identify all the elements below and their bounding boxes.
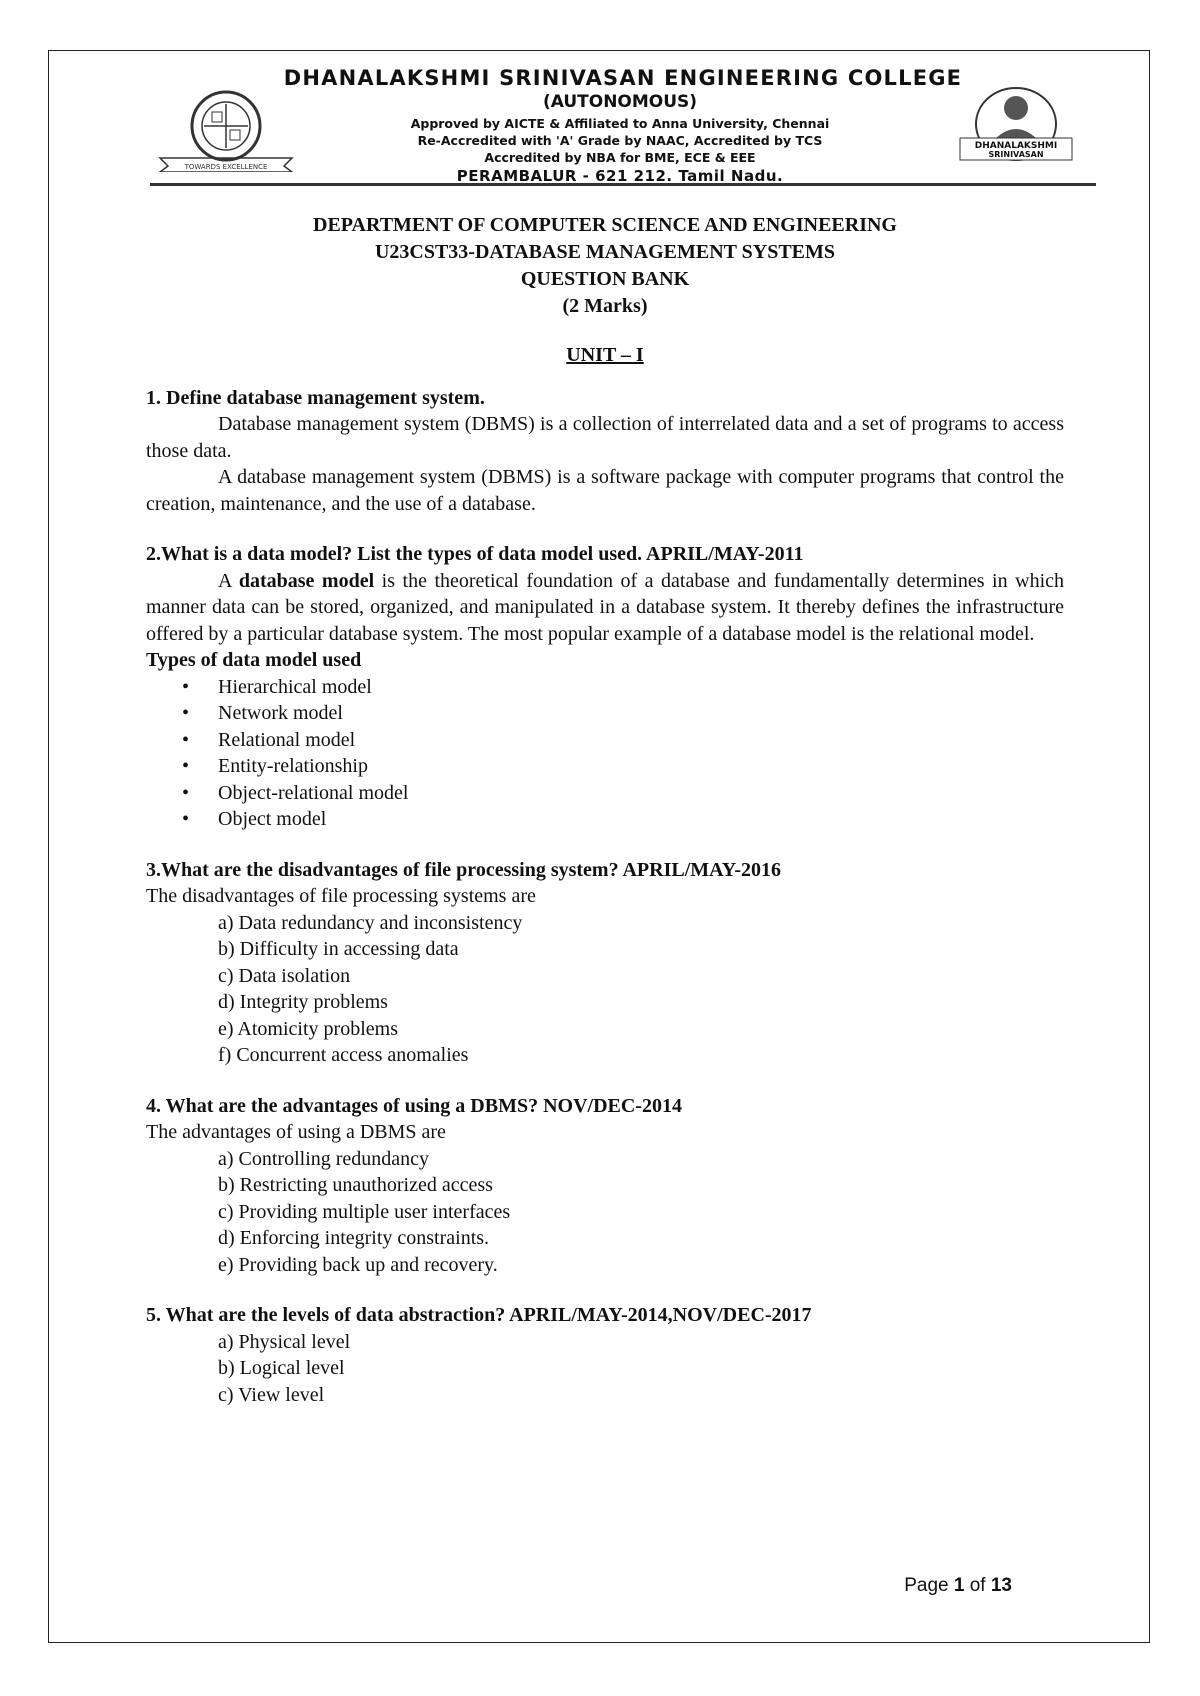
list-item: c) View level xyxy=(218,1383,325,1406)
answer-paragraph: Database management system (DBMS) is a collection of interrelated data and a set of programs to access those data. xyxy=(146,413,1064,462)
answer-intro: The advantages of using a DBMS are xyxy=(146,1121,446,1143)
list-item: a) Controlling redundancy xyxy=(218,1147,430,1170)
founder-portrait-logo xyxy=(956,86,1076,174)
college-name: DHANALAKSHMI SRINIVASAN ENGINEERING COLLEGE xyxy=(283,66,963,90)
answer-text: A xyxy=(218,569,239,592)
question-title: 1. Define database management system. xyxy=(146,386,485,409)
answer-text: is the theoretical foundation of a database and fundamentally determines in which manner data can be stored, organized, and manipulated in a database system. It thereby defines the infrastructure offered by a particular database system. The most popular example of a database model is the relational model. xyxy=(146,569,1064,645)
question-title: 4. What are the advantages of using a DBMS? NOV/DEC-2014 xyxy=(146,1094,682,1117)
svg-text:TOWARDS EXCELLENCE: TOWARDS EXCELLENCE xyxy=(184,163,268,171)
page-number-footer xyxy=(904,1575,1012,1597)
college-letterhead xyxy=(150,66,1096,186)
list-item: • Object model xyxy=(146,806,1064,833)
approval-line: Approved by AICTE & Affiliated to Anna University, Chennai xyxy=(410,116,830,131)
question-title: 5. What are the levels of data abstraction? APRIL/MAY-2014,NOV/DEC-2017 xyxy=(146,1304,812,1326)
page-number: 1 xyxy=(953,1575,965,1596)
accreditation-line: Re-Accredited with 'A' Grade by NAAC, Accredited by TCS xyxy=(417,133,823,148)
question-3 xyxy=(146,857,1064,1069)
address-line: PERAMBALUR - 621 212. Tamil Nadu. xyxy=(456,167,784,185)
answer-bold-term: database model xyxy=(238,569,375,592)
autonomous-label: (AUTONOMOUS) xyxy=(542,92,698,112)
list-item: • Hierarchical model xyxy=(146,674,1064,701)
list-item: a) Data redundancy and inconsistency xyxy=(218,911,523,934)
list-item: • Object-relational model xyxy=(146,780,1064,807)
question-title: 2.What is a data model? List the types of data model used. APRIL/MAY-2011 xyxy=(146,543,804,565)
answer-list xyxy=(146,910,1064,1069)
question-5 xyxy=(146,1302,1064,1408)
header-rule xyxy=(150,183,1096,186)
question-4 xyxy=(146,1093,1064,1279)
course-title: U23CST33-DATABASE MANAGEMENT SYSTEMS xyxy=(374,241,836,263)
list-item: e) Providing back up and recovery. xyxy=(218,1253,498,1276)
question-bank-title: QUESTION BANK xyxy=(520,268,690,290)
answer-intro: The disadvantages of file processing systems are xyxy=(146,885,536,907)
answer-list xyxy=(146,1329,1064,1409)
list-item: b) Restricting unauthorized access xyxy=(218,1174,493,1196)
unit-heading: UNIT – I xyxy=(566,344,644,366)
marks-title: (2 Marks) xyxy=(562,295,648,317)
nba-line: Accredited by NBA for BME, ECE & EEE xyxy=(484,150,756,165)
list-item: c) Data isolation xyxy=(218,964,351,987)
question-2 xyxy=(146,541,1064,833)
page-total: 13 xyxy=(990,1575,1012,1596)
list-item: c) Providing multiple user interfaces xyxy=(218,1200,511,1223)
college-emblem-logo xyxy=(158,88,294,172)
list-item: b) Logical level xyxy=(218,1357,345,1379)
document-titles xyxy=(146,212,1064,320)
svg-text:DHANALAKSHMI: DHANALAKSHMI xyxy=(974,141,1058,151)
question-title: 3.What are the disadvantages of file processing system? APRIL/MAY-2016 xyxy=(146,858,782,881)
list-item: b) Difficulty in accessing data xyxy=(218,938,459,960)
svg-text:SRINIVASAN: SRINIVASAN xyxy=(988,150,1044,159)
list-item: • Relational model xyxy=(146,727,1064,754)
list-item: a) Physical level xyxy=(218,1330,351,1353)
list-item: • Network model xyxy=(146,700,1064,727)
list-item: e) Atomicity problems xyxy=(218,1017,398,1040)
types-list xyxy=(146,674,1064,833)
answer-paragraph: A database management system (DBMS) is a software package with computer programs that control the creation, maintenance, and the use of a database. xyxy=(146,466,1064,515)
list-item: d) Integrity problems xyxy=(218,991,388,1013)
of-label: of xyxy=(964,1575,991,1596)
answer-list xyxy=(146,1146,1064,1279)
question-bank-content xyxy=(146,212,1064,1408)
question-1 xyxy=(146,385,1064,518)
list-item: f) Concurrent access anomalies xyxy=(218,1044,469,1066)
page-label: Page xyxy=(904,1575,954,1596)
types-heading: Types of data model used xyxy=(146,649,362,671)
list-item: d) Enforcing integrity constraints. xyxy=(218,1227,490,1249)
list-item: • Entity-relationship xyxy=(146,753,1064,780)
answer-paragraph xyxy=(146,568,1064,648)
department-title: DEPARTMENT OF COMPUTER SCIENCE AND ENGINEERING xyxy=(313,214,897,236)
